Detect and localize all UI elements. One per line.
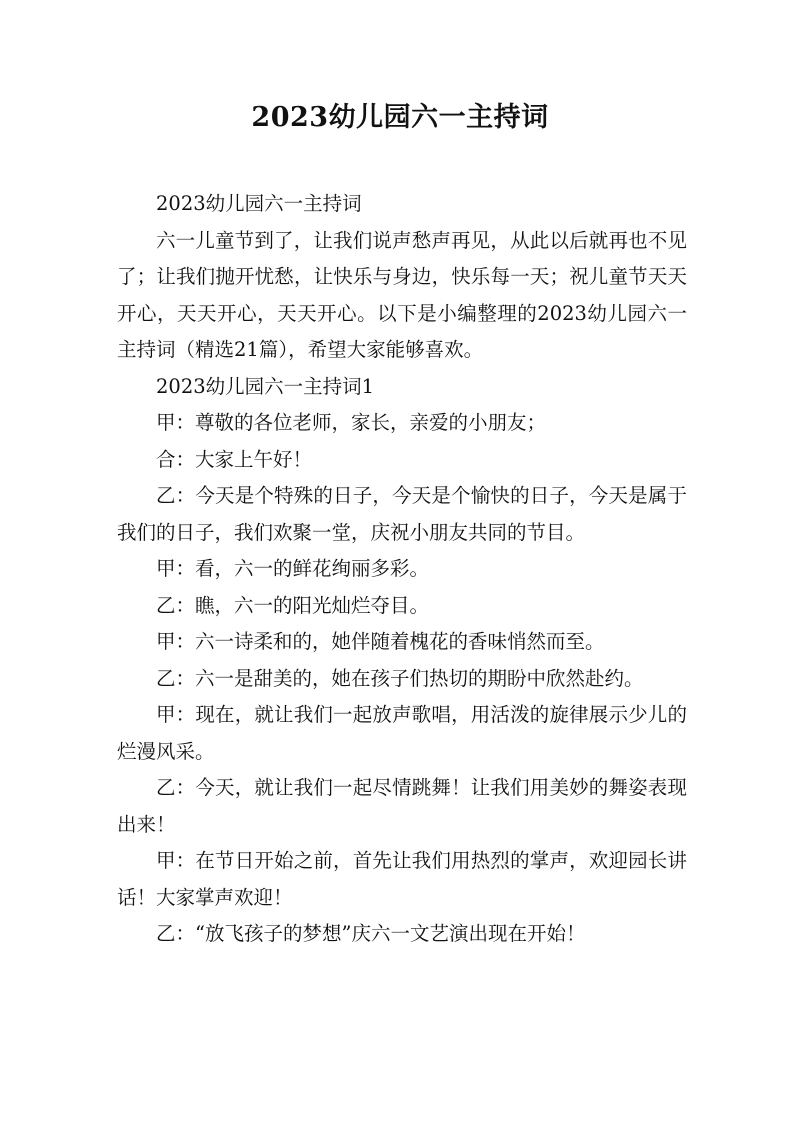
document-body [117, 186, 687, 953]
paragraph-dialogue: 甲：六一诗柔和的，她伴随着槐花的香味悄然而至。 [156, 630, 605, 653]
paragraph-intro: 六一儿童节到了，让我们说声愁声再见，从此以后就再也不见了；让我们抛开忧愁，让快乐与身边，快乐每一天；祝儿童节天天开心，天天开心，天天开心。以下是小编整理的2023幼儿园六一主持词（精选21篇），希望大家能够喜欢。 [117, 228, 687, 361]
paragraph-subtitle: 2023幼儿园六一主持词 [156, 192, 362, 215]
paragraph-dialogue: 乙：瞧，六一的阳光灿烂夺目。 [156, 593, 430, 617]
paragraph-dialogue: 甲：现在，就让我们一起放声歌唱，用活泼的旋律展示少儿的烂漫风采。 [117, 703, 687, 763]
paragraph-dialogue: 乙：今天，就让我们一起尽情跳舞！让我们用美妙的舞姿表现出来！ [117, 776, 687, 836]
paragraph-dialogue: 乙：“放飞孩子的梦想”庆六一文艺演出现在开始！ [156, 922, 586, 945]
paragraph-dialogue: 甲：看，六一的鲜花绚丽多彩。 [156, 557, 430, 580]
document-title: 2023幼儿园六一主持词 [251, 102, 549, 133]
paragraph-section-heading: 2023幼儿园六一主持词1 [156, 374, 375, 398]
paragraph-dialogue: 合：大家上午好！ [156, 447, 313, 471]
paragraph-dialogue: 甲：在节日开始之前，首先让我们用热烈的掌声，欢迎园长讲话！大家掌声欢迎！ [117, 849, 687, 909]
paragraph-dialogue: 乙：今天是个特殊的日子，今天是个愉快的日子，今天是属于我们的日子，我们欢聚一堂，庆祝小朋友共同的节目。 [117, 484, 687, 544]
paragraph-dialogue: 乙：六一是甜美的，她在孩子们热切的期盼中欣然赴约。 [156, 666, 644, 690]
paragraph-dialogue: 甲：尊敬的各位老师，家长，亲爱的小朋友； [156, 411, 547, 434]
